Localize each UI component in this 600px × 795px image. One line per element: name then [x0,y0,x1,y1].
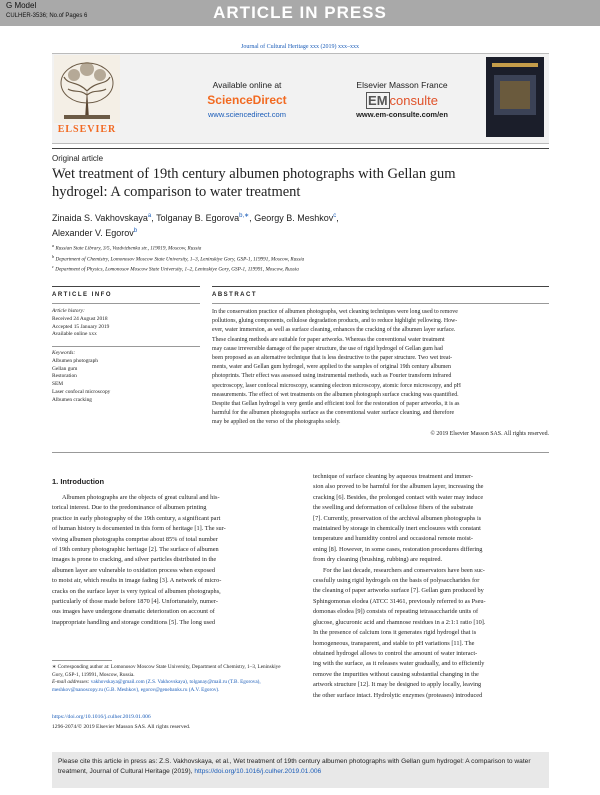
intro-line: ing with the surface, as it releases water gradually, and to efficiently [313,660,485,668]
article-history [52,308,200,339]
keyword: Gellan gum [52,365,78,372]
intro-line: from dry cleaning (brushing, rubbing) are required. [313,556,443,564]
keyword: Restoration [52,373,77,380]
intro-line: ening [8]. However, in some cases, restoration procedures differing [313,545,483,553]
banner-title: ARTICLE IN PRESS [213,3,387,22]
author-sup: a [147,213,152,219]
intro-line: the swelling and deformation of cellulose fibers of the substrate [313,504,474,512]
abstract-line: spectroscopy, laser confocal microscopy, scanning electron microscopy, atomic force microscopy, and pH [212,382,461,389]
article-title: Wet treatment of 19th century albumen photographs with Gellan gum hydrogel: A comparison to water treatment [52,166,456,200]
intro-line: of human history is documented in this form of heritage [1]. The sur- [52,525,226,533]
keyword: Laser confocal microscopy [52,388,111,395]
affiliation-text: Department of Physics, Lomonosov Moscow State University, 1–2, Leninskiye Gory, GSP-1, 119991, Moscow, Russia [55,267,299,274]
em-consulte-link[interactable]: www.em-consulte.com/en [356,110,448,119]
intro-line: Sphingomonas elodea (ATCC 31461, previously referred to as Pseu- [313,597,486,605]
affiliation-sup: a [52,243,55,248]
article-info-rule [52,303,200,304]
elsevier-tree-logo-icon [54,55,120,131]
intro-line: ous images have undergone dramatic deterioration on account of [52,608,215,616]
keywords-rule [52,346,200,347]
intro-line: cracking [6]. Besides, the prolonged contact with water may induce [313,493,484,501]
affiliations [52,242,532,274]
abstract-line: In the conservation practice of albumen photographs, wet cleaning techniques were long used to remove [212,309,458,315]
issn-line: 1296-2074/© 2019 Elsevier Masson SAS. All rights reserved. [52,724,191,730]
intro-line: of 19th century photographic heritage [2]. The surface of albumen [52,546,219,554]
section-heading-introduction: 1. Introduction [52,477,105,486]
intro-line: sion also proved to be harmful for the albumen layer, increasing the [313,483,484,491]
abstract-line: Despite that Gellan hydrogel is very gentle and efficient tool for the restoration of paper artworks, it is as [212,401,460,408]
em-consulte-logo [336,93,468,108]
footnotes [52,664,292,694]
abstract-line: pollutions, gluing components, cellulose degradation products, and to reduce highlight yellowing. How- [212,318,458,325]
history-label: Article history: [52,308,85,314]
intro-line: to moist air, which results in image fading [3]. A network of micro- [52,577,222,585]
intro-line: domonas elodea [9]) consists of repeating tetrasaccharide units of [313,608,479,616]
copyright: © 2019 Elsevier Masson SAS. All rights reserved. [430,430,549,437]
abstract-rule [212,303,549,304]
intro-line: maintained by storage in chemically inert enclosures with constant [313,525,481,533]
article-info-heading: ARTICLE INFO [52,292,112,298]
article-type: Original article [52,154,104,163]
intro-line: inappropriate handling and storage conditions [5]. The long used [52,618,216,626]
abstract-line: ments, water and Gellan gum hydrogel, were applied to the samples of original 19th century albumen [212,364,451,371]
intro-line: Albumen photographs are the objects of great cultural and his- [62,494,220,501]
abstract-rule-top [212,286,549,287]
footnote-rule [52,660,112,661]
intro-line: images is prone to cracking, and silver particles distributed in the [52,556,217,564]
doi-link[interactable]: https://doi.org/10.1016/j.culher.2019.01.006 [52,714,151,720]
intro-line: torical interest. Due to the predominance of albumen printing [52,504,207,512]
abstract-line: may cause irreversible damage of the paper structure, the use of rigid hydrogel of Gellan gum had [212,345,443,352]
em-logo-part: EM [368,93,388,108]
abstract-rule-bottom [52,452,549,453]
intro-line: practice in early photography of the 19th century, a significant part [52,514,221,522]
online-date: Available online xxx [52,331,97,338]
keyword: Albumen photograph [52,357,98,364]
sciencedirect-logo: ScienceDirect [207,93,287,107]
author-meshkov[interactable]: Georgy B. Meshkov [254,213,334,223]
author-sup: c [333,213,337,219]
abstract-heading: ABSTRACT [212,292,257,298]
author-sup: b,∗ [239,213,250,219]
intro-line: the cleaning of paper artworks surface [7]. Gellan gum produced by [313,587,484,595]
intro-line: For the last decade, researchers and conservators have been suc- [323,566,485,574]
gmodel-text: G Model [6,1,37,10]
keywords [52,350,200,405]
intro-line: albumen layer are vulnerable to oxidation process when exposed [52,566,215,574]
abstract-line: been proposed as an alternative technique that is less destructive to the paper structure. Two wet treat- [212,355,453,362]
consulte-logo-part: consulte [389,93,438,108]
intro-line: remove the impurities without causing substantial changing in the [313,670,479,678]
citation-text [58,757,544,777]
intro-line: obtained hydrogel allows to control the amount of water interact- [313,649,478,657]
email-label: E-mail addresses: [52,679,90,686]
journal-cover-image [486,57,544,137]
abstract-line: harmful for the albumen photographs surface as the conventional water surface cleaning, and therefore [212,410,455,417]
email-note [52,679,292,694]
abstract-line: may be applied on the verso of the photographs solely. [212,419,341,426]
author-egorov[interactable]: Alexander V. Egorov [52,228,134,238]
intro-line: particularly of those made before 1870 [4]. Unfortunately, numer- [52,598,218,606]
abstract-line: ever, water immersion, as well as surface cleaning, enhances the cracking of the albumen layer surface. [212,327,456,334]
gmodel-label [6,1,87,21]
sciencedirect-link[interactable]: www.sciencedirect.com [208,110,286,119]
author-egorova[interactable]: Tolganay B. Egorova [156,213,240,223]
title-divider [52,148,549,149]
keyword: SEM [52,381,64,388]
publisher-label: Elsevier Masson France [356,80,448,90]
affiliation-sup: b [52,253,55,259]
author-vakhovskaya[interactable]: Zinaida S. Vakhovskaya [52,213,148,223]
intro-line: viving albumen photographs comprise about 85% of total number [52,535,218,543]
affiliation-sup: c [52,264,54,270]
intro-right-column [313,472,549,701]
article-code: CULHER-3536; No.of Pages 6 [6,13,88,19]
author-sup: b [133,228,138,234]
received-date: Received 24 August 2018 [52,315,108,322]
abstract-line: measurements. The effect of wet treatments on the albumen photograph surface cracking was quantified. [212,391,459,398]
citation-doi-link[interactable]: https://doi.org/10.1016/j.culher.2019.01.006 [194,768,322,775]
email-addresses[interactable]: vakhovskaya@gmail.com (Z.S. Vakhovskaya), tolganay@mail.ru (T.B. Egorova), meshkov@nanoscopy.ru (G.B. Meshkov), egorov@genebanks.ru (A.V. Egorov). [52,679,261,693]
accepted-date: Accepted 15 January 2019 [52,323,110,330]
corresponding-author-note: ∗ Corresponding author at: Lomonosov Moscow State University, Department of Chemistry, 1–3, Leninskiye Gory, GSP-1, 119991, Moscow, Russia. [52,664,281,678]
article-info-rule-top [52,286,200,287]
available-online-label: Available online at [212,80,282,90]
intro-line: homogeneous, transparent, and stable to pH variations [11]. The [313,639,475,647]
affiliation-text: Department of Chemistry, Lomonosov Moscow State University, 1–3, Leninskiye Gory, GSP-1, 119991, Moscow, Russia [55,256,305,263]
keywords-label: Keywords: [52,350,76,356]
intro-line: cracks on the surface layer is very typical of albumen photographs, [52,587,221,595]
citation-body: Please cite this article in press as: Z.S. Vakhovskaya, et al., Wet treatment of 19th century albumen photographs with Gellan gum hydrogel: A comparison to water treatment, Journal of Cultural Heritage (2019), [58,758,531,775]
affiliation-b [52,253,532,264]
intro-line: technique of surface cleaning by aqueous treatment and immer- [313,473,474,480]
intro-left-column [52,493,292,628]
authors-line: Zinaida S. Vakhovskaya$^a$, Tolganay B. Egorova$^{b,∗}$, Georgy B. Meshkov$^c$, Alexander V. Egorov$^b$ [52,213,339,238]
keyword: Albumen cracking [52,396,92,403]
intro-line: glucose, glucuronic acid and rhamnose residues in a 2:1:1 ratio [10]. [313,618,486,626]
intro-line: [7]. Currently, preservation of the archival albumen photographs is [313,514,482,522]
journal-line[interactable]: Journal of Cultural Heritage xxx (2019) xxx–xxx [241,44,359,50]
affiliation-text: Russian State Library, 3/5, Vozdvizhenka str., 119019, Moscow, Russia [55,245,202,252]
affiliation-a [52,242,532,253]
affiliation-c [52,263,532,274]
abstract-body [212,308,549,439]
abstract-line: photoprints. Their effect was assessed using instrumental methods, such as Fourier transform infrared [212,373,452,380]
intro-line: the other surface intact. Hydrolytic enzymes (proteases) introduced [313,691,483,699]
elsevier-wordmark: ELSEVIER [57,124,117,135]
intro-line: In the presence of calcium ions it generates rigid hydrogel that is [313,629,477,637]
intro-line: artwork structure [12]. It may be designed to apply locally, leaving [313,681,482,689]
intro-line: cessfully using rigid hydrogels on the basis of polysaccharides for [313,577,480,585]
abstract-line: These cleaning methods are suitable for paper artworks. Whereas the conventional water treatment [212,336,445,343]
intro-line: temperature and humidity control and occasional remote moist- [313,535,473,543]
